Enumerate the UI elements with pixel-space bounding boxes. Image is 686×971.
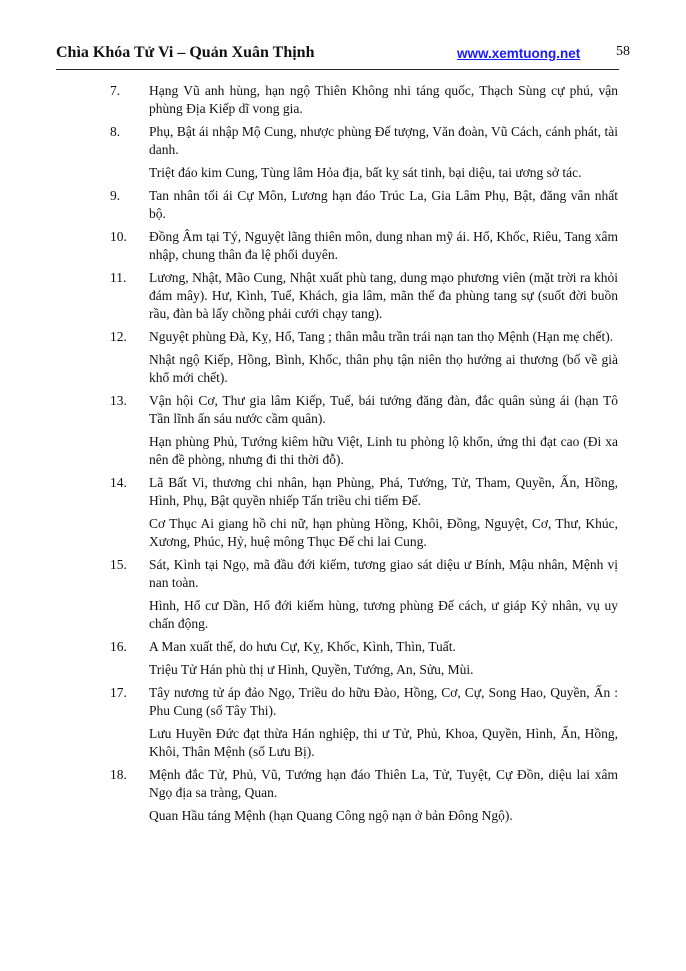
item-paragraph: Hạng Vũ anh hùng, hạn ngộ Thiên Không nhi táng quốc, Thạch Sùng cự phú, vận phùng Địa Kiếp dĩ vong gia. [149,83,618,116]
list-item [110,228,618,264]
list-item [110,684,618,761]
list-item [110,556,618,633]
item-body [149,123,618,182]
item-paragraph: Đồng Âm tại Tý, Nguyệt lãng thiên môn, dung nhan mỹ ái. Hổ, Khốc, Riêu, Tang xâm nhập, chung thân đa lệ phối duyên. [149,229,618,262]
item-paragraph: Hạn phùng Phủ, Tướng kiêm hữu Việt, Linh tu phòng lộ khổn, ứng thi đạt cao (Đi xa nên đề phòng, nhưng đi thi thời đỗ). [149,434,618,467]
item-body [149,392,618,469]
item-paragraph: Sát, Kình tại Ngọ, mã đầu đới kiếm, tương giao sát diệu ư Bính, Mậu nhân, Mệnh vị nan toàn. [149,557,618,590]
list-item [110,187,618,223]
item-paragraph: Lương, Nhật, Mão Cung, Nhật xuất phù tang, dung mạo phương viên (mặt trời ra khỏi đám mây). Hư, Kình, Tuế, Khách, gia lâm, mãn thế đa phùng tang sự (suốt đời buồn rầu, đàn bà lấy chồng phải cưới chạy tang). [149,270,618,321]
item-number: 13. [110,393,127,408]
item-number: 10. [110,229,127,244]
website-link[interactable]: www.xemtuong.net [457,46,581,61]
item-paragraph: Lưu Huyền Đức đạt thừa Hán nghiệp, thi ư Tử, Phủ, Khoa, Quyền, Hình, Ấn, Hồng, Khôi, Thân Mệnh (số Lưu Bị). [149,726,618,759]
item-paragraph: Quan Hầu táng Mệnh (hạn Quang Công ngộ nạn ở bản Đông Ngộ). [149,808,513,823]
item-paragraph: Lã Bất Vi, thương chi nhân, hạn Phùng, Phá, Tướng, Tử, Tham, Quyền, Ấn, Hồng, Hình, Phụ, Bật quyền nhiếp Tấn triều chi tiếm Đế. [149,475,618,508]
header-divider [56,69,619,70]
list-item [110,392,618,469]
item-body [149,556,618,633]
item-number: 17. [110,685,127,700]
item-number: 12. [110,329,127,344]
item-body [149,474,618,551]
item-body [149,638,618,679]
list-item [110,269,618,323]
item-number: 9. [110,188,121,203]
item-paragraph: Cơ Thục Ai giang hồ chi nữ, hạn phùng Hồng, Khôi, Đồng, Nguyệt, Cơ, Thư, Khúc, Xương, Phúc, Hỷ, huệ mông Thục Đế chi lai Cung. [149,516,618,549]
list-item [110,123,618,182]
list-item [110,328,618,387]
list-item [110,766,618,825]
list-item [110,638,618,679]
item-body [149,328,618,387]
item-body [149,82,618,118]
item-number: 15. [110,557,127,572]
item-number: 8. [110,124,121,139]
book-title: Chìa Khóa Tử Vi – Quản Xuân Thịnh [56,44,315,61]
list-item [110,474,618,551]
item-paragraph: Nguyệt phùng Đà, Kỵ, Hổ, Tang ; thân mẫu trần trái nạn tan thọ Mệnh (Hạn mẹ chết). [149,329,614,344]
item-paragraph: Tan nhân tối ái Cự Môn, Lương hạn đáo Trúc La, Gia Lâm Phụ, Bật, đăng vân nhất bộ. [149,188,618,221]
verse-list [110,82,618,830]
list-item [110,82,618,118]
page-header [56,44,630,64]
item-body [149,187,618,223]
item-number: 14. [110,475,127,490]
item-paragraph: Triệt đáo kim Cung, Tùng lâm Hỏa địa, bất kỵ sát tinh, bại diệu, tai ương sở tác. [149,165,582,180]
item-paragraph: Nhật ngộ Kiếp, Hồng, Bình, Khốc, thân phụ tận niên thọ hưởng ai thương (bố về già khổ mới chết). [149,352,618,385]
item-paragraph: A Man xuất thế, do hưu Cự, Kỵ, Khốc, Kình, Thìn, Tuất. [149,639,456,654]
item-body [149,766,618,825]
item-body [149,684,618,761]
item-paragraph: Tây nương tử áp đảo Ngọ, Triều do hữu Đào, Hồng, Cơ, Cự, Song Hao, Quyền, Ấn : Phu Cung (số Tây Thi). [149,685,618,718]
item-paragraph: Hình, Hổ cư Dần, Hổ đới kiếm hùng, tương phùng Đế cách, ư giáp Kỷ nhân, vụ uy chấn động. [149,598,618,631]
item-paragraph: Mệnh đắc Tử, Phủ, Vũ, Tướng hạn đáo Thiên La, Tử, Tuyệt, Cự Đồn, diệu lai xâm Ngọ địa sa tràng, Quan. [149,767,618,800]
page-number: 58 [616,44,630,59]
item-paragraph: Triệu Tử Hán phù thị ư Hình, Quyền, Tướng, An, Sửu, Mùi. [149,662,474,677]
item-paragraph: Phụ, Bật ái nhập Mộ Cung, nhược phùng Đế tượng, Văn đoàn, Vũ Cách, cánh phát, tài danh. [149,124,618,157]
item-number: 7. [110,83,121,98]
item-body [149,228,618,264]
item-number: 11. [110,270,127,285]
item-paragraph: Vận hội Cơ, Thư gia lâm Kiếp, Tuế, bái tướng đăng đàn, đắc quân sủng ái (hạn Tô Tần lĩnh ấn sáu nước cầm quân). [149,393,618,426]
item-number: 18. [110,767,127,782]
item-body [149,269,618,323]
item-number: 16. [110,639,127,654]
